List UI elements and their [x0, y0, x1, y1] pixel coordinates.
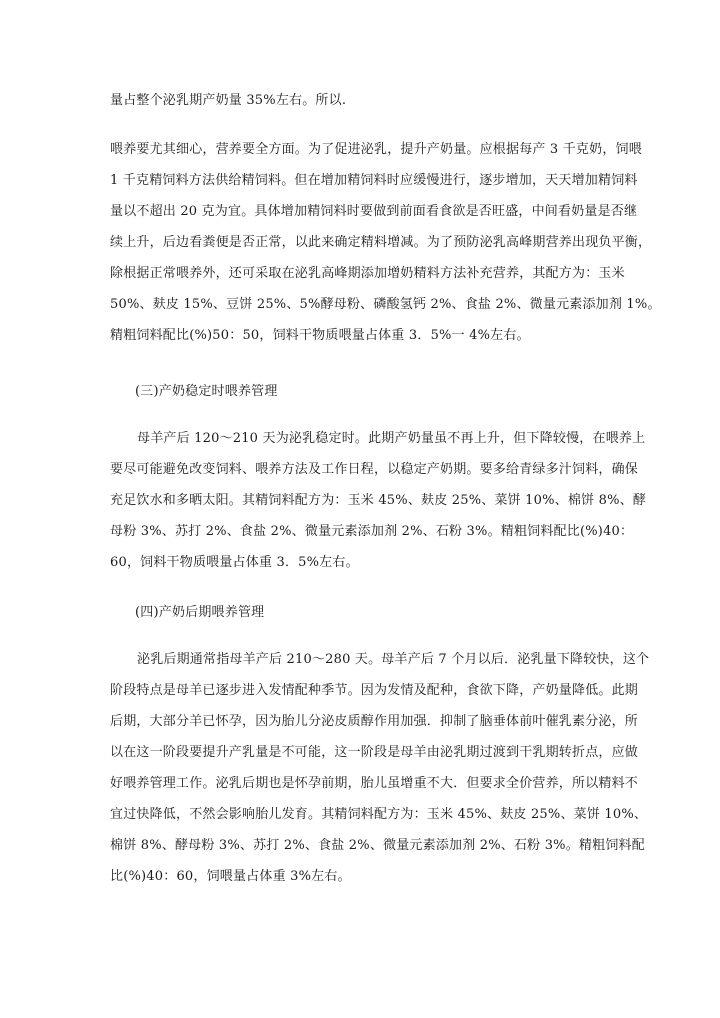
- text-line: 50%、麸皮 15%、豆饼 25%、5%酵母粉、磷酸氢钙 2%、食盐 2%、微量元素添加剂 1%。: [110, 297, 661, 312]
- text-line: 喂养要尤其细心，营养要全方面。为了促进泌乳，提升产奶量。应根据每产 3 千克奶，饲喂: [110, 142, 642, 157]
- text-line: 泌乳后期通常指母羊产后 210～280 天。母羊产后 7 个月以后．泌乳量下降较快，这个: [137, 652, 650, 667]
- text-line: 要尽可能避免改变饲料、喂养方法及工作日程，以稳定产奶期。要多给青绿多汁饲料，确保: [110, 462, 639, 477]
- text-line: 后期，大部分羊已怀孕，因为胎儿分泌皮质醇作用加强．抑制了脑垂体前叶催乳素分泌，所: [110, 714, 639, 729]
- text-line: 棉饼 8%、酵母粉 3%、苏打 2%、食盐 2%、微量元素添加剂 2%、石粉 3%。精粗饲料配: [110, 838, 645, 853]
- text-line: 母羊产后 120～210 天为泌乳稳定时。此期产奶量虽不再上升，但下降较慢，在喂养上: [137, 431, 646, 446]
- text-line: 60，饲料干物质喂量占体重 3．5%左右。: [110, 555, 359, 570]
- text-line: 阶段特点是母羊已逐步进入发情配种季节。因为发情及配种，食欲下降，产奶量降低。此期: [110, 683, 639, 698]
- text-line: 以在这一阶段要提升产乳量是不可能，这一阶段是母羊由泌乳期过渡到干乳期转折点，应做: [110, 745, 639, 760]
- text-line: 比(%)40：60，饲喂量占体重 3%左右。: [110, 869, 351, 884]
- text-line: 量以不超出 20 克为宜。具体增加精饲料时要做到前面看食欲是否旺盛，中间看奶量是否继: [110, 204, 638, 219]
- text-line: 母粉 3%、苏打 2%、食盐 2%、微量元素添加剂 2%、石粉 3%。精粗饲料配比(%)40：: [110, 524, 634, 539]
- text-line: 除根据正常喂养外，还可采取在泌乳高峰期添加增奶精料方法补充营养，其配方为：玉米: [110, 266, 625, 281]
- text-line: 宜过快降低，不然会影响胎儿发育。其精饲料配方为：玉米 45%、麸皮 25%、菜饼 10%、: [110, 807, 648, 822]
- text-line: 精粗饲料配比(%)50：50，饲料干物质喂量占体重 3．5%一 4%左右。: [110, 328, 530, 343]
- text-line: 1 千克精饲料方法供给精饲料。但在增加精饲料时应缓慢进行，逐步增加，天天增加精饲料: [110, 173, 638, 188]
- section-heading: (三)产奶稳定时喂养管理: [135, 384, 278, 399]
- section-heading: (四)产奶后期喂养管理: [135, 605, 265, 620]
- text-line: 续上升，后边看粪便是否正常，以此来确定精料增减。为了预防泌乳高峰期营养出现负平衡，: [110, 235, 652, 250]
- text-line: 量占整个泌乳期产奶量 35%左右。所以.: [110, 93, 347, 108]
- text-line: 好喂养管理工作。泌乳后期也是怀孕前期，胎儿虽增重不大．但要求全价营养，所以精料不: [110, 776, 639, 791]
- text-line: 充足饮水和多晒太阳。其精饲料配方为：玉米 45%、麸皮 25%、菜饼 10%、棉饼 8%、酵: [110, 493, 647, 508]
